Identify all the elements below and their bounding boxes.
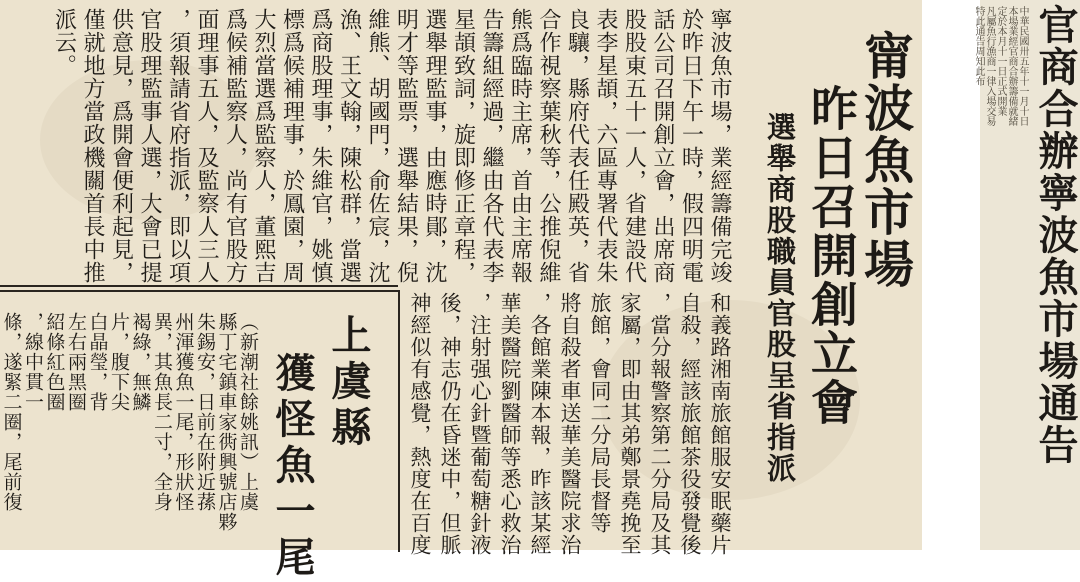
body-column: 於昨日下午一時，假四明電 [678, 8, 704, 284]
body-column: 供意見，爲開會便利起見， [108, 8, 134, 284]
section-divider [0, 285, 398, 287]
body-column: 表李星頡，六區專署代表朱 [593, 8, 618, 284]
article-headline: 甯波魚市場 [856, 30, 915, 290]
body-column: 寧波魚市場，業經籌備完竣 [707, 8, 732, 284]
side-notice-column: 特此通告周知此布 [973, 6, 984, 86]
boxed-body-column: 朱錫安，日前在附近蓀 [194, 312, 216, 512]
boxed-body-column: 紹條紅色圈 [43, 312, 66, 412]
boxed-body-column: 條，遂緊二圈，尾前復 [0, 312, 23, 512]
body-column: 標爲候補理事，於鳳園，周 [279, 8, 305, 284]
boxed-body-column: ，線中貫一 [22, 312, 44, 412]
boxed-body-column: 州渾獲魚一尾，形狀怪 [172, 312, 195, 512]
boxed-body-column: 縣丁宅鎮車家衖興號店夥 [215, 312, 238, 532]
continuation-column: 華美醫院劉醫師等悉心救治 [498, 292, 522, 556]
boxed-body-column: 褐綠，無鱗 [129, 312, 152, 412]
continuation-column: 和義路湘南旅館服安眠藥片 [708, 292, 732, 556]
continuation-column: 家屬，即由其弟鄭景堯挽至 [618, 292, 642, 556]
body-column: 熊爲臨時主席，首由主席報 [507, 8, 533, 284]
body-column: 派云。 [51, 8, 77, 77]
side-notice-title: 官商合辦寧波魚市場通告 [1032, 4, 1079, 466]
article-deck: 選舉商股職員官股呈省指派 [763, 112, 797, 484]
continuation-column: ，當分報警察第二分局及其 [648, 292, 672, 556]
continuation-column: ，注射强心針暨葡萄糖針液 [468, 292, 492, 556]
side-notice-column: 中華民國卅五年十一月十日 [1017, 6, 1028, 126]
body-column: 選舉理監事，由應時鄖，沈 [422, 8, 447, 284]
article-subhead: 昨日召開創立會 [803, 84, 858, 427]
boxed-news-item [0, 290, 400, 582]
body-column: 漁、王文翰，陳松群，當選 [336, 8, 362, 284]
page-gap [922, 0, 980, 550]
body-column: 大烈當選爲監察人，董熙吉 [251, 8, 276, 284]
body-column: 爲商股理事，朱維官，姚慎 [308, 8, 333, 284]
body-column: 合作視察葉秋等，公推倪維 [536, 8, 561, 284]
body-column: 僅就地方當政機關首長中推 [80, 8, 105, 284]
continuation-column: 將自殺者車送華美醫院求治 [558, 292, 582, 556]
body-column: 告籌組經過，繼由各代表李 [479, 8, 504, 284]
body-column: 維熊、胡國門，俞佐宸，沈 [365, 8, 390, 284]
body-column: 股股東五十一人，省建設代 [621, 8, 647, 284]
boxed-headline-line1: 上虞縣 [325, 314, 372, 452]
side-notice-strip [973, 0, 1080, 550]
side-notice-column: 凡屬魚行漁商一律入場交易 [984, 6, 995, 126]
side-notice-column: 本場業經官商合辦籌備就緒 [1006, 6, 1017, 126]
body-column: 爲候補監察人，尚有官股方 [222, 8, 248, 284]
side-notice-column: 定於本月十一日正式開業 [995, 6, 1006, 116]
continuation-column: ，各館業陳本報，昨該某經 [528, 292, 552, 556]
boxed-headline-line2: 獲怪魚一尾 [269, 352, 316, 582]
body-column: 話公司召開創立會，出席商 [650, 8, 675, 284]
continuation-column: 神經似有感覺，熱度在百度 [408, 292, 432, 556]
boxed-body-column: 白晶瑩，背 [86, 312, 109, 412]
body-column: 官股理監事人選，大會已提 [137, 8, 162, 284]
boxed-body-column: 異，其魚長二寸，全身 [151, 312, 173, 512]
continuation-column: 自殺，經該旅館茶役發覺後 [678, 292, 702, 556]
body-column: 良驤，縣府代表任殿英，省 [564, 8, 590, 284]
boxed-body-column: （新潮社餘姚訊）上虞 [237, 312, 259, 512]
body-column: 面理事五人，及監察人三人 [194, 8, 219, 284]
boxed-body-column: 片，腹下尖 [108, 312, 130, 412]
body-column: 星頡致詞，旋即修正章程， [450, 8, 476, 284]
boxed-body-column: 左右兩黑圈 [65, 312, 87, 412]
body-column: 明才等監票，選舉結果，倪 [393, 8, 419, 284]
continuation-column: 旅館，會同二分局長督等 [588, 292, 612, 534]
continuation-column: 後，神志仍在昏迷中，但脈 [438, 292, 462, 556]
body-column: ，須報請省府指派，即以項 [165, 8, 191, 284]
